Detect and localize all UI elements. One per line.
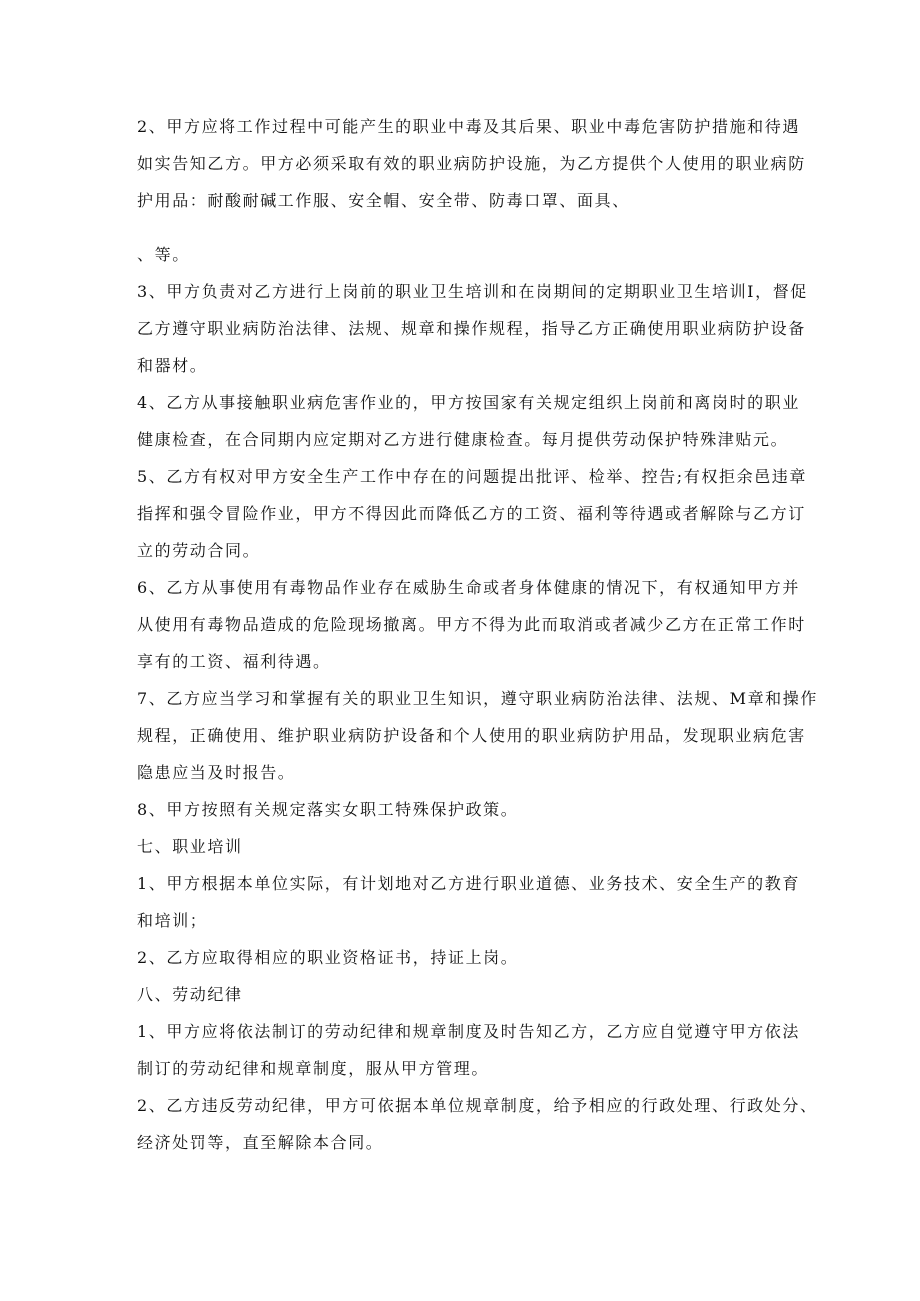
text-line: 享有的工资、福利待遇。 <box>137 652 331 671</box>
text-line: 7、乙方应当学习和掌握有关的职业卫生知识，遵守职业病防治法律、法规、M章和操作 <box>137 689 818 708</box>
text-line: 1、甲方根据本单位实际，有计划地对乙方进行职业道德、业务技术、安全生产的教育 <box>137 874 800 893</box>
text-line: 和器材。 <box>137 356 208 375</box>
section-heading: 八、劳动纪律 <box>137 985 243 1004</box>
text-line: 、等。 <box>137 245 190 264</box>
clause-6-2 <box>137 108 806 219</box>
text-line: 8、甲方按照有关规定落实女职工特殊保护政策。 <box>137 800 519 819</box>
text-line: 5、乙方有权对甲方安全生产工作中存在的问题提出批评、检举、控告;有权拒余邑违章 <box>137 467 807 486</box>
clause-7-2 <box>137 939 797 976</box>
clause-6-6 <box>137 569 806 680</box>
text-line: 和培训； <box>137 911 208 930</box>
text-line: 健康检查，在合同期内应定期对乙方进行健康检查。每月提供劳动保护特殊津贴元。 <box>137 430 789 449</box>
text-line: 4、乙方从事接触职业病危害作业的，甲方按国家有关规定组织上岗前和离岗时的职业 <box>137 393 800 412</box>
text-line: 2、乙方应取得相应的职业资格证书，持证上岗。 <box>137 948 519 967</box>
clause-6-2-continuation <box>137 236 797 273</box>
section-7-heading <box>137 828 797 865</box>
text-line: 2、乙方违反劳动纪律，甲方可依据本单位规章制度，给予相应的行政处理、行政处分、 <box>137 1096 818 1115</box>
text-line: 立的劳动合同。 <box>137 541 261 560</box>
clause-8-2 <box>137 1087 818 1161</box>
clause-6-8 <box>137 791 797 828</box>
text-line: 1、甲方应将依法制订的劳动纪律和规章制度及时告知乙方，乙方应自觉遵守甲方依法 <box>137 1022 800 1041</box>
clause-6-4 <box>137 384 800 458</box>
clause-6-5 <box>137 458 807 569</box>
text-line: 经济处罚等，直至解除本合同。 <box>137 1133 384 1152</box>
text-line: 如实告知乙方。甲方必须采取有效的职业病防护设施，为乙方提供个人使用的职业病防 <box>137 154 806 173</box>
text-line: 乙方遵守职业病防治法律、法规、规章和操作规程，指导乙方正确使用职业病防护设备 <box>137 319 806 338</box>
text-line: 指挥和强令冒险作业，甲方不得因此而降低乙方的工资、福利等待遇或者解除与乙方订 <box>137 504 806 523</box>
text-line: 从使用有毒物品造成的危险现场撤离。甲方不得为此而取消或者减少乙方在正常工作时 <box>137 615 806 634</box>
text-line: 护用品：耐酸耐碱工作服、安全帽、安全带、防毒口罩、面具、 <box>137 191 630 210</box>
section-heading: 七、职业培训 <box>137 837 243 856</box>
text-line: 隐患应当及时报告。 <box>137 763 296 782</box>
text-line: 3、甲方负责对乙方进行上岗前的职业卫生培训和在岗期间的定期职业卫生培训I，督促 <box>137 282 808 301</box>
clause-6-7 <box>137 680 818 791</box>
text-line: 规程，正确使用、维护职业病防护设备和个人使用的职业病防护用品，发现职业病危害 <box>137 726 806 745</box>
clause-6-3 <box>137 273 808 384</box>
clause-7-1 <box>137 865 800 939</box>
text-line: 2、甲方应将工作过程中可能产生的职业中毒及其后果、职业中毒危害防护措施和待遇 <box>137 117 800 136</box>
text-line: 制订的劳动纪律和规章制度，服从甲方管理。 <box>137 1059 490 1078</box>
clause-8-1 <box>137 1013 800 1087</box>
text-line: 6、乙方从事使用有毒物品作业存在威胁生命或者身体健康的情况下，有权通知甲方并 <box>137 578 800 597</box>
section-8-heading <box>137 976 797 1013</box>
